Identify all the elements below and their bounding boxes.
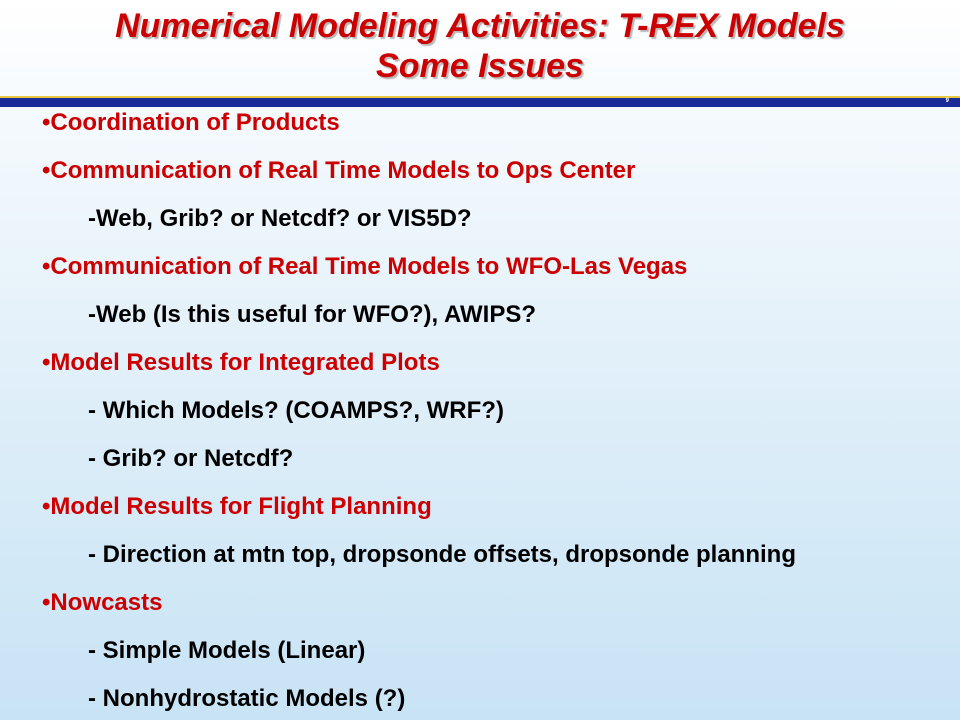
bullet-marker: • xyxy=(42,589,51,616)
sub-bullet-item xyxy=(88,636,365,666)
sub-bullet-item xyxy=(88,300,536,330)
sub-bullet-item xyxy=(88,684,405,714)
sub-bullet-text: - Grib? or Netcdf? xyxy=(88,445,294,472)
bullet-marker: • xyxy=(42,493,51,520)
bullet-item xyxy=(42,348,440,378)
bullet-item xyxy=(42,252,687,282)
sub-bullet-marker: - xyxy=(88,205,96,232)
sub-bullet-item xyxy=(88,540,796,570)
sub-bullet-text: - Nonhydrostatic Models (?) xyxy=(88,685,406,712)
bullet-marker: • xyxy=(42,109,51,136)
bullet-marker: • xyxy=(42,157,51,184)
bullet-marker: • xyxy=(42,253,51,280)
bullet-text: Coordination of Products xyxy=(50,109,340,136)
bullet-item xyxy=(42,492,432,522)
bullet-text: Nowcasts xyxy=(50,589,163,616)
bullet-marker: • xyxy=(42,349,51,376)
sub-bullet-text: - Simple Models (Linear) xyxy=(88,637,366,664)
bullet-item xyxy=(42,108,340,138)
sub-bullet-text: Web, Grib? or Netcdf? or VIS5D? xyxy=(96,205,472,232)
sub-bullet-item xyxy=(88,396,504,426)
bullet-item xyxy=(42,156,635,186)
bullet-item xyxy=(42,588,162,618)
title-divider-bar xyxy=(0,96,960,107)
sub-bullet-marker: - xyxy=(88,301,96,328)
sub-bullet-text: - Direction at mtn top, dropsonde offsets, dropsonde planning xyxy=(88,541,796,568)
slide-title xyxy=(0,6,960,86)
bullet-text: Model Results for Integrated Plots xyxy=(50,349,440,376)
slide-number: 9 xyxy=(945,98,949,104)
slide-title-line-1: Numerical Modeling Activities: T-REX Models xyxy=(115,7,845,45)
sub-bullet-text: - Which Models? (COAMPS?, WRF?) xyxy=(88,397,504,424)
sub-bullet-item xyxy=(88,204,472,234)
sub-bullet-text: Web (Is this useful for WFO?), AWIPS? xyxy=(96,301,536,328)
sub-bullet-item xyxy=(88,444,293,474)
bullet-text: Communication of Real Time Models to Ops Center xyxy=(50,157,636,184)
bullet-text: Model Results for Flight Planning xyxy=(50,493,432,520)
slide-title-line-2: Some Issues xyxy=(376,47,584,85)
bullet-text: Communication of Real Time Models to WFO-Las Vegas xyxy=(50,253,688,280)
